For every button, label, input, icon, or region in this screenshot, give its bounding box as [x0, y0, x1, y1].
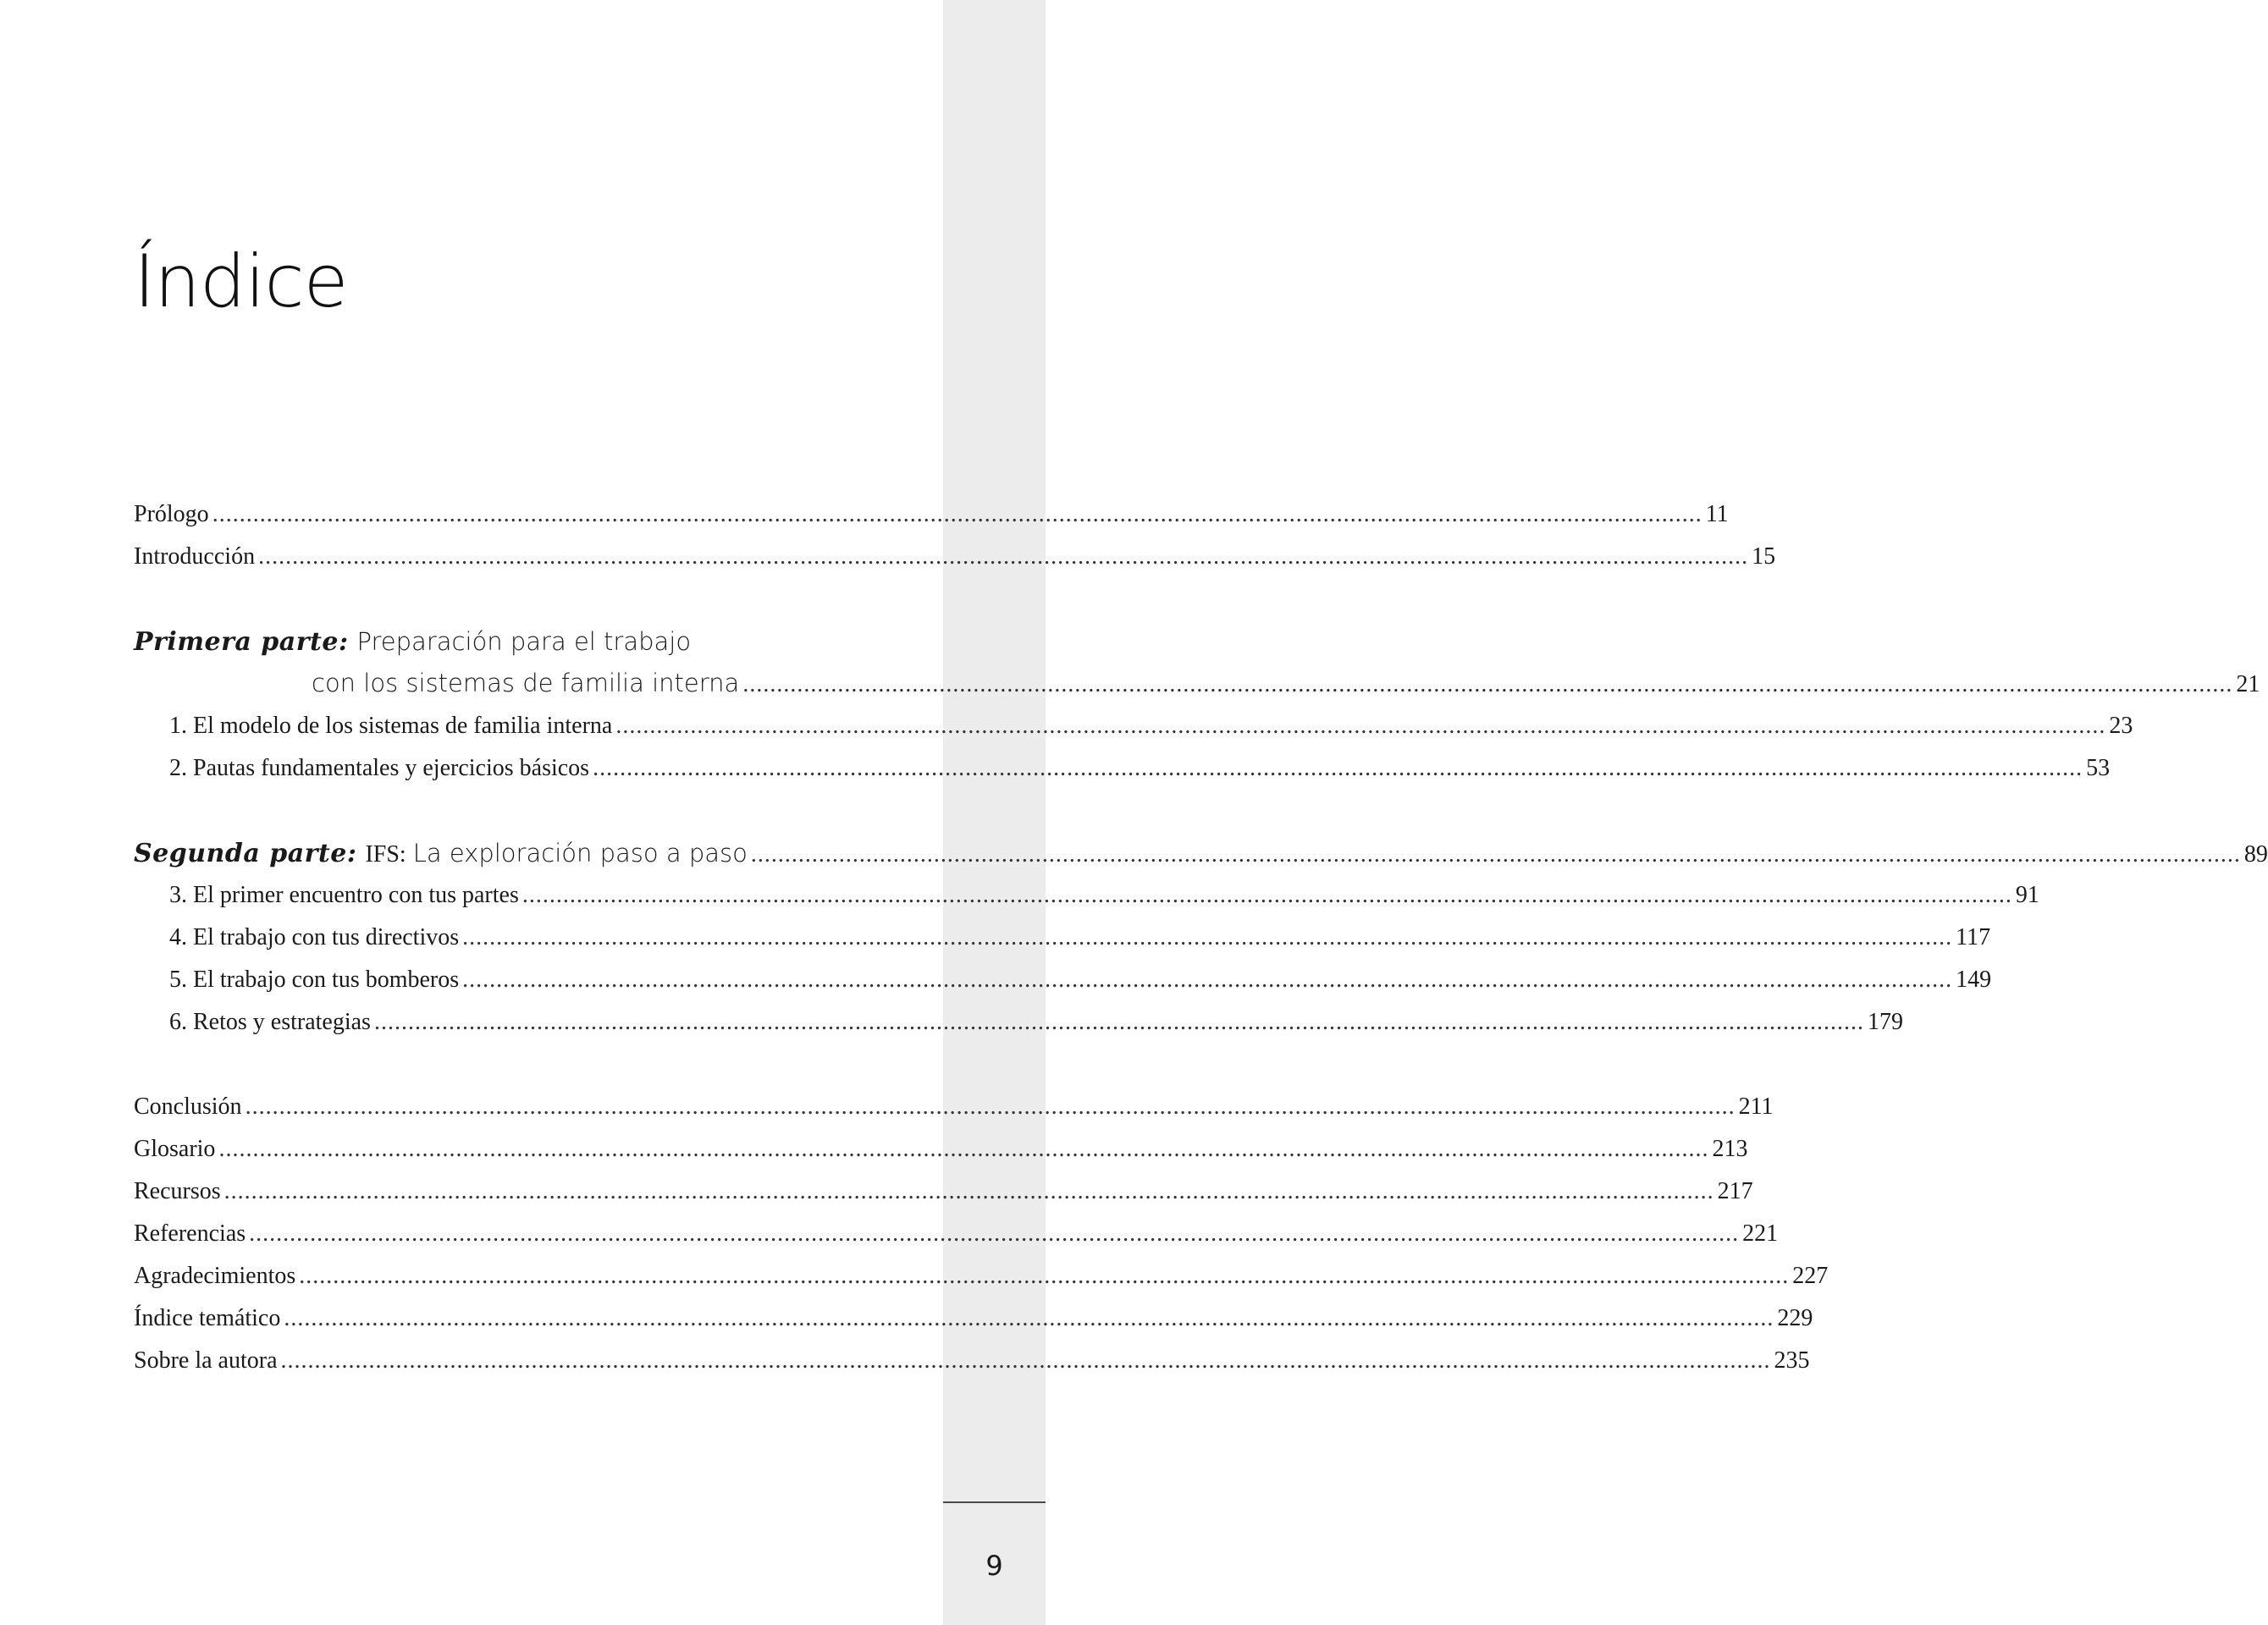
toc-entry-chapter-4[interactable] [169, 921, 1991, 955]
toc-entry-page: 235 [1774, 1347, 1810, 1374]
toc-entry-chapter-3[interactable] [169, 879, 2039, 912]
toc-entry-page: 213 [1712, 1136, 1748, 1162]
toc-entry-page: 53 [2086, 755, 2111, 781]
toc-entry-page: 21 [2236, 671, 2260, 697]
part1-subtitle-line1: Preparación para el trabajo [356, 627, 692, 656]
toc-entry-label: Introducción [134, 543, 256, 570]
toc-entry-label: 5. El trabajo con tus bomberos [169, 967, 460, 993]
toc-entry-label: Sobre la autora [134, 1347, 278, 1374]
part2-head: Segunda parte: [134, 839, 357, 868]
toc-entry-recursos[interactable] [134, 1175, 1753, 1209]
leader-dots: ............................................................................................................................................................................................................................ [521, 882, 2012, 908]
leader-dots: ............................................................................................................................................................................................................................ [299, 1263, 1790, 1289]
page-number: 9 [985, 1550, 1003, 1582]
toc-entry-page: 217 [1717, 1178, 1753, 1204]
leader-dots: ............................................................................................................................................................................................................................ [750, 841, 2241, 868]
leader-dots: ............................................................................................................................................................................................................................ [373, 1009, 1864, 1035]
toc-entry-label: Referencias [134, 1220, 246, 1247]
part2-subtitle: La exploración paso a paso [412, 839, 748, 868]
leader-dots: ............................................................................................................................................................................................................................ [258, 543, 1749, 570]
toc-entry-page: 179 [1867, 1009, 1903, 1035]
toc-entry-label: Prólogo [134, 501, 209, 527]
toc-entry-page: 89 [2243, 841, 2268, 868]
toc-entry-label: 2. Pautas fundamentales y ejercicios básicos [169, 755, 590, 781]
leader-dots: ............................................................................................................................................................................................................................ [615, 713, 2106, 739]
toc-entry-page: 11 [1705, 501, 1729, 527]
leader-dots: ............................................................................................................................................................................................................................ [462, 967, 1953, 993]
leader-dots: ............................................................................................................................................................................................................................ [212, 501, 1702, 527]
leader-dots: ............................................................................................................................................................................................................................ [249, 1220, 1740, 1247]
toc-entry-page: 211 [1738, 1093, 1774, 1120]
margin-strip [943, 0, 1046, 1625]
toc-entry-label: Recursos [134, 1178, 221, 1204]
leader-dots: ............................................................................................................................................................................................................................ [223, 1178, 1714, 1204]
toc-entry-chapter-1[interactable] [169, 709, 2133, 743]
toc-entry-page: 221 [1742, 1220, 1779, 1247]
leader-dots: ............................................................................................................................................................................................................................ [284, 1305, 1774, 1331]
toc-entry-page: 91 [2015, 882, 2039, 908]
toc-entry-prologo[interactable] [134, 498, 1729, 532]
toc-entry-page: 149 [1956, 967, 1992, 993]
toc-entry-glosario[interactable] [134, 1132, 1748, 1166]
leader-dots: ............................................................................................................................................................................................................................ [462, 924, 1953, 950]
leader-dots: ............................................................................................................................................................................................................................ [593, 755, 2083, 781]
toc-entry-agradecimientos[interactable] [134, 1259, 1829, 1293]
part1-subtitle-line2: con los sistemas de familia interna [312, 669, 740, 697]
toc-entry-indice-tematico[interactable] [134, 1302, 1813, 1336]
margin-rule [943, 1501, 1046, 1503]
part1-head: Primera parte: [134, 627, 349, 657]
page-title: Índice [134, 240, 348, 324]
toc-entry-chapter-6[interactable] [169, 1005, 1903, 1039]
toc-entry-label: 4. El trabajo con tus directivos [169, 924, 460, 950]
toc-entry-chapter-5[interactable] [169, 963, 1992, 997]
leader-dots: ............................................................................................................................................................................................................................ [280, 1347, 1771, 1374]
toc-entry-page: 15 [1752, 543, 1776, 570]
toc-entry-referencias[interactable] [134, 1217, 1779, 1251]
toc-entry-label: Glosario [134, 1136, 216, 1162]
toc-entry-part1[interactable] [312, 666, 2260, 700]
toc-entry-page: 117 [1956, 924, 1991, 950]
toc-entry-chapter-2[interactable] [169, 752, 2111, 785]
toc-entry-page: 23 [2109, 713, 2133, 739]
leader-dots: ............................................................................................................................................................................................................................ [218, 1136, 1709, 1162]
toc-entry-conclusion[interactable] [134, 1090, 1774, 1124]
toc-entry-page: 229 [1777, 1305, 1813, 1331]
part2-prefix: IFS: [365, 841, 406, 868]
toc-entry-label: 6. Retos y estrategias [169, 1009, 371, 1035]
toc-entry-sobre-la-autora[interactable] [134, 1344, 1810, 1378]
toc-entry-part2[interactable] [134, 835, 2268, 872]
part1-heading [134, 623, 691, 660]
toc-entry-page: 227 [1792, 1263, 1829, 1289]
leader-dots: ............................................................................................................................................................................................................................ [742, 671, 2233, 697]
toc-entry-label: 1. El modelo de los sistemas de familia interna [169, 713, 613, 739]
leader-dots: ............................................................................................................................................................................................................................ [245, 1093, 1735, 1120]
toc-entry-label: Agradecimientos [134, 1263, 296, 1289]
toc-entry-introduccion[interactable] [134, 540, 1776, 574]
toc-entry-label: Índice temático [134, 1305, 281, 1331]
toc-entry-label: Conclusión [134, 1093, 242, 1120]
toc-entry-label: 3. El primer encuentro con tus partes [169, 882, 519, 908]
